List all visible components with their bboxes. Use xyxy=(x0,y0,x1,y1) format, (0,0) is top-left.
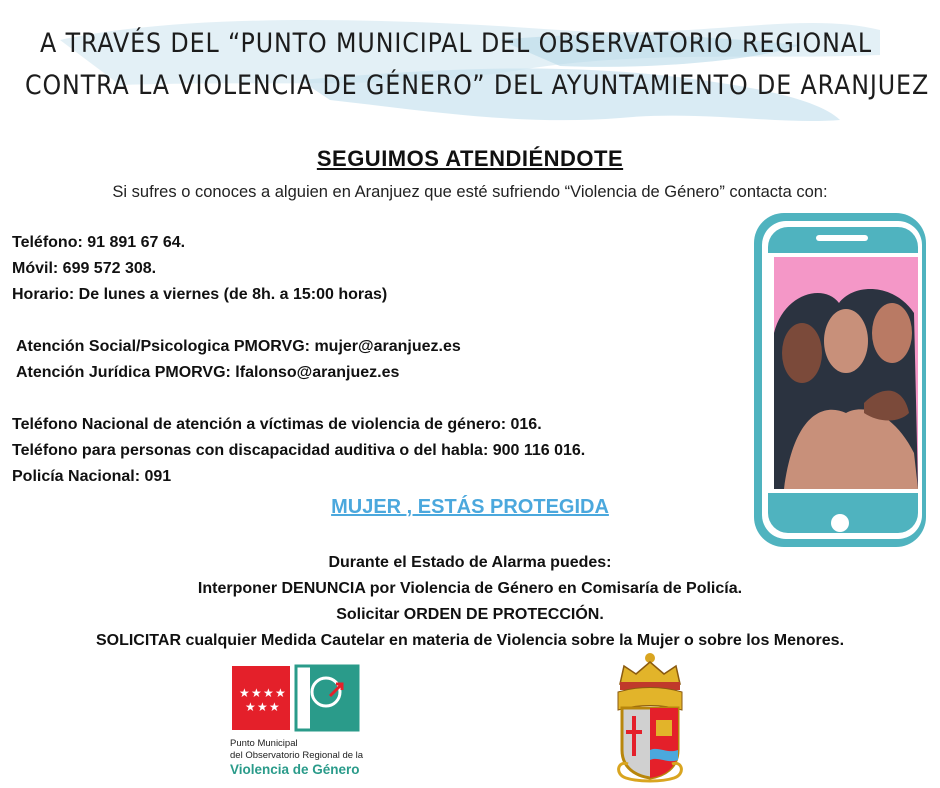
alarm-line-1: Durante el Estado de Alarma puedes: xyxy=(328,554,612,571)
contact-policia-nacional: Policía Nacional: 091 xyxy=(12,468,172,485)
svg-text:★: ★ xyxy=(245,700,256,714)
slogan-link[interactable]: MUJER , ESTÁS PROTEGIDA xyxy=(331,496,609,518)
contact-atencion-social: Atención Social/Psicologica PMORVG: mujer@aranjuez.es xyxy=(16,338,461,355)
alarm-line-4: SOLICITAR cualquier Medida Cautelar en materia de Violencia sobre la Mujer o sobre los Menores. xyxy=(95,632,845,649)
logo-small-line-1: Punto Municipal xyxy=(230,738,298,749)
header-line-2: CONTRA LA VIOLENCIA DE GÉNERO” DEL AYUNTAMIENTO DE ARANJUEZ xyxy=(25,70,930,101)
alarm-line-3: Solicitar ORDEN DE PROTECCIÓN. xyxy=(336,606,604,623)
logo-big-text: Violencia de Género xyxy=(230,762,360,777)
svg-text:★: ★ xyxy=(275,686,286,700)
contact-telefono: Teléfono: 91 891 67 64. xyxy=(12,234,186,251)
contact-telefono-discapacidad: Teléfono para personas con discapacidad auditiva o del habla: 900 116 016. xyxy=(12,442,586,459)
alarm-line-2: Interponer DENUNCIA por Violencia de Género en Comisaría de Policía. xyxy=(197,580,743,597)
intro-text: Si sufres o conoces a alguien en Aranjuez que esté sufriendo “Violencia de Género” contacta con: xyxy=(112,183,828,201)
svg-text:★: ★ xyxy=(257,700,268,714)
phone-illustration xyxy=(754,213,936,547)
svg-text:★: ★ xyxy=(269,700,280,714)
svg-text:★: ★ xyxy=(251,686,262,700)
punto-municipal-logo xyxy=(230,662,365,780)
svg-text:★: ★ xyxy=(239,686,250,700)
page-subtitle: SEGUIMOS ATENDIÉNDOTE xyxy=(316,146,624,171)
madrid-stars-icon xyxy=(230,662,365,734)
contact-atencion-juridica: Atención Jurídica PMORVG: lfalonso@aranjuez.es xyxy=(16,364,400,381)
contact-telefono-nacional: Teléfono Nacional de atención a víctimas de violencia de género: 016. xyxy=(12,416,542,433)
header-line-1: A TRAVÉS DEL “PUNTO MUNICIPAL DEL OBSERVATORIO REGIONAL xyxy=(40,28,872,59)
contact-movil: Móvil: 699 572 308. xyxy=(12,260,157,277)
aranjuez-crest-icon xyxy=(608,650,692,784)
contact-horario: Horario: De lunes a viernes (de 8h. a 15:00 horas) xyxy=(12,286,388,303)
logo-small-line-2: del Observatorio Regional de la xyxy=(230,750,364,761)
svg-text:★: ★ xyxy=(263,686,274,700)
